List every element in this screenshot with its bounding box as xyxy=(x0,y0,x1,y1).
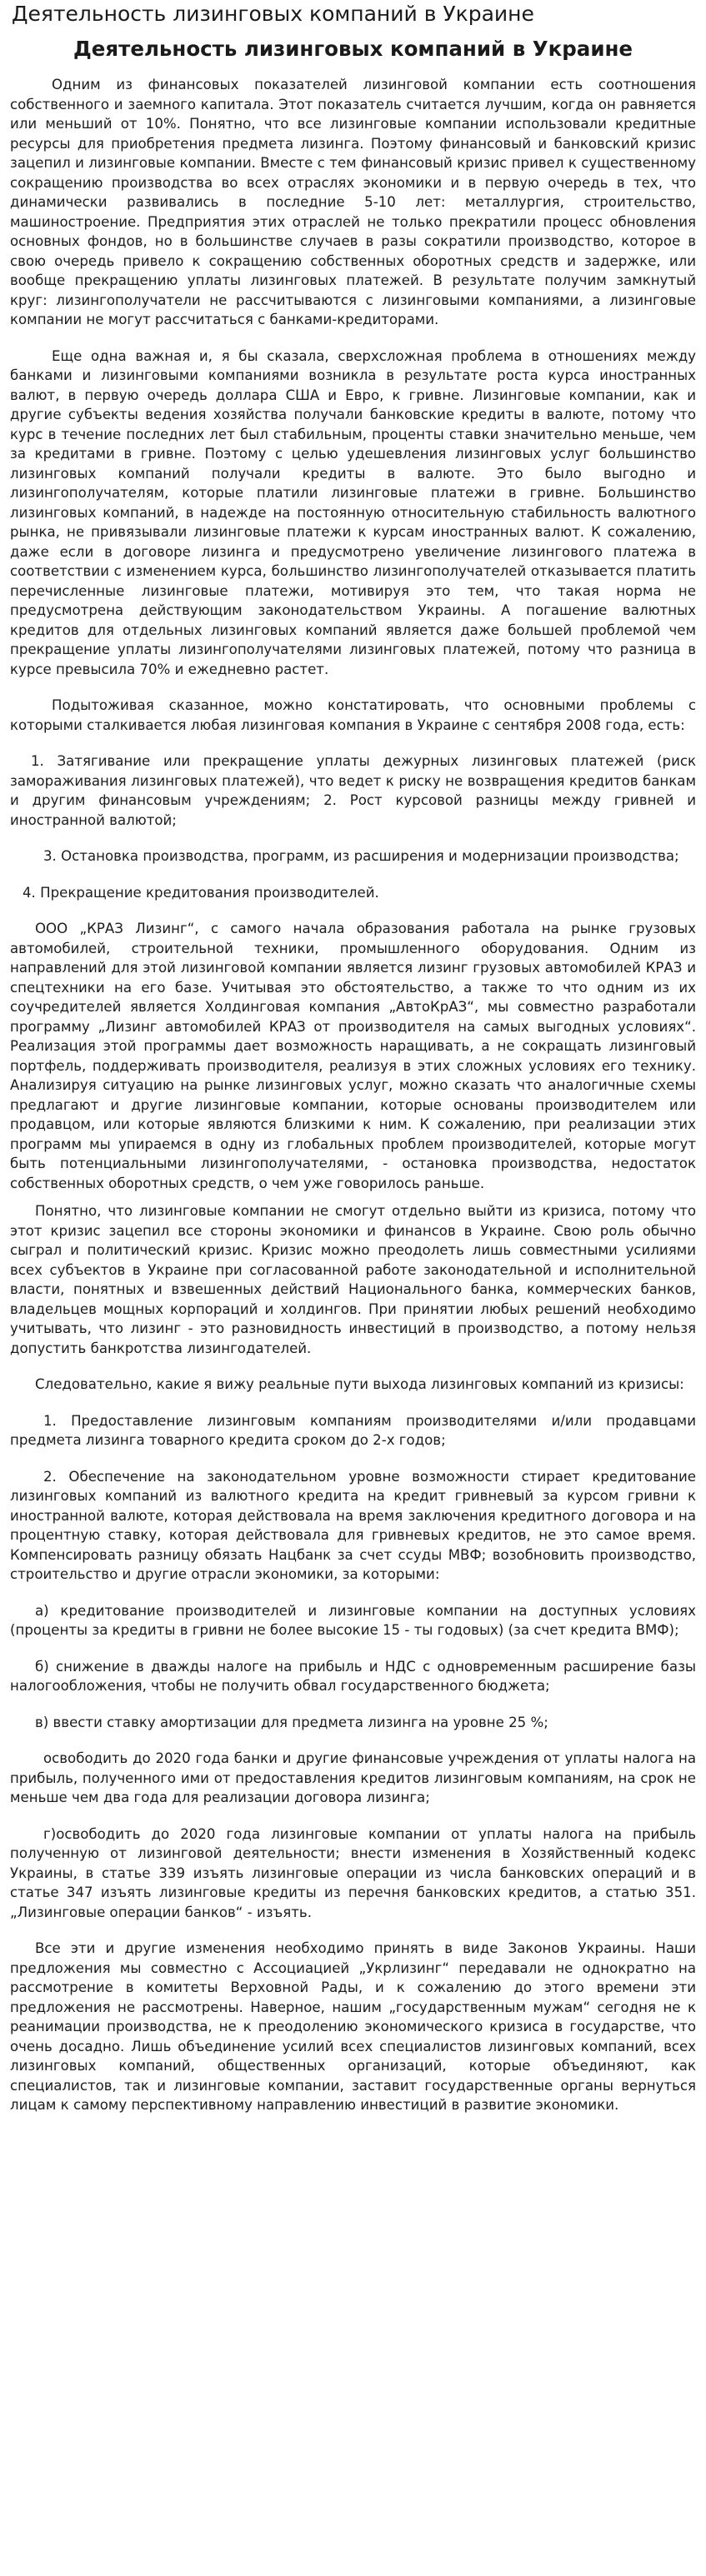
article-paragraph: Все эти и другие изменения необходимо принять в виде Законов Украины. Наши предложения мы совместно с Ассоциацией „Укрлизинг“ передавали не однократно на рассмотрение в комитеты Верховной Рады, и к сожалению до этого времени эти предложения не рассмотрены. Наверное, нашим „государственным мужам“ сегодня не к реанимации производства, не к преодолению экономического кризиса в государстве, что очень досадно. Лишь объединение усилий всех специалистов лизинговых компаний, всех лизинговых компаний, общественных организаций, которые объединяют, как специалистов, так и лизинговые компании, заставит государственные органы вернуться лицам к самому перспективному направлению инвестиций в развитие экономики. xyxy=(10,1940,696,2113)
list-item: 1. Предоставление лизинговым компаниям производителями и/или продавцами предмета лизинга товарного кредита сроком до 2-х годов; xyxy=(10,1412,696,1448)
article-title: Деятельность лизинговых компаний в Украине xyxy=(73,37,633,61)
article-paragraph: ООО „КРАЗ Лизинг“, с самого начала образования работала на рынке грузовых автомобилей, строительной техники, промышленного оборудования. Одним из направлений для этой лизинговой компании является лизинг грузовых автомобилей КРАЗ и спецтехники на его базе. Учитывая это обстоятельство, а также то что одним из их соучредителей является Холдинговая компания „АвтоКрАЗ“, мы совместно разработали программу „Лизинг автомобилей КРАЗ от производителя на самых выгодных условиях“. Реализация этой программы дает возможность наращивать, а не сокращать лизинговый портфель, поддерживать производителя, реализуя в этих сложных условиях его технику. Анализируя ситуацию на рынке лизинговых услуг, можно сказать что аналогичные схемы предлагают и другие лизинговые компании, которые основаны производителем или продавцом, или которые являются близкими к ним. К сожалению, при реализации этих программ мы упираемся в одну из глобальных проблем производителей, которые могут быть потенциальными лизингополучателями, - остановка производства, недостаток собственных оборотных средств, о чем уже говорилось раньше. xyxy=(10,921,696,1191)
article-paragraph: Еще одна важная и, я бы сказала, сверхсложная проблема в отношениях между банками и лизинговыми компаниями возникла в результате роста курса иностранных валют, в первую очередь доллара США и Евро, к гривне. Лизинговые компании, как и другие субъекты ведения хозяйства получали банковские кредиты в валюте, потому что курс в течение последних лет был стабильным, проценты ставки значительно меньше, чем за кредитами в гривне. Поэтому с целью удешевления лизинговых услуг большинство лизинговых компаний получали кредиты в валюте. Это было выгодно и лизингополучателям, которые платили лизинговые платежи в гривне. Большинство лизинговых компаний, в надежде на постоянную относительную стабильность валютного рынка, не привязывали лизинговые платежи к курсам иностранных валют. К сожалению, даже если в договоре лизинга и предусмотрено увеличение лизингового платежа в соответствии с изменением курса, большинство лизингополучателей отказывается платить перечисленные лизинговые платежи, мотивируя это тем, что такая норма не предусмотрена действующим законодательством Украины. А погашение валютных кредитов для отдельных лизинговых компаний является даже большей проблемой чем прекращение уплаты лизингополучателями лизинговых платежей, потому что разница в курсе превысила 70% и ежедневно растет. xyxy=(10,347,696,677)
page xyxy=(0,2,706,2115)
list-item: б) снижение в дважды налоге на прибыль и НДС с одновременным расширение базы налогообложения, чтобы не получить обвал государственного бюджета; xyxy=(10,1658,696,1694)
page-title: Деятельность лизинговых компаний в Украине xyxy=(12,2,534,26)
article-paragraph: Одним из финансовых показателей лизинговой компании есть соотношения собственного и заемного капитала. Этот показатель считается лучшим, когда он равняется или меньший от 10%. Понятно, что все лизинговые компании использовали кредитные ресурсы для приобретения предмета лизинга. Поэтому финансовый и банковский кризис зацепил и лизинговые компании. Вместе с тем финансовый кризис привел к существенному сокращению производства во всех отраслях экономики и в первую очередь в тех, что динамически развивались в последние 5-10 лет: металлургия, строительство, машиностроение. Предприятия этих отраслей не только прекратили процесс обновления основных фондов, но в большинстве случаев в разы сократили производство, которое в свою очередь привело к сокращению собственных оборотных средств и задержке, или вообще прекращению уплаты лизинговых платежей. В результате получим замкнутый круг: лизингополучатели не рассчитываются с лизинговыми компаниями, а лизинговые компании не могут рассчитаться с банками-кредиторами. xyxy=(10,77,696,327)
list-item: 4. Прекращение кредитования производителей. xyxy=(23,884,379,901)
article-paragraph: Подытоживая сказанное, можно констатировать, что основными проблемы с которыми сталкивается любая лизинговая компания в Украине с сентября 2008 года, есть: xyxy=(10,697,696,733)
list-item: 3. Остановка производства, программ, из расширения и модернизации производства; xyxy=(43,848,679,864)
article xyxy=(10,37,696,2115)
list-item: 2. Обеспечение на законодательном уровне возможности стирает кредитование лизинговых компаний из валютного кредита на кредит гривневый за курсом гривни к иностранной валюте, которая действовала на время заключения кредитного договора и на процентную ставку, которая действовала для гривневых кредитов, не это самое время. Компенсировать разницу обязать Нацбанк за счет ссуды МВФ; возобновить производство, строительство и другие отрасли экономики, за которыми: xyxy=(10,1468,696,1582)
article-paragraph: Понятно, что лизинговые компании не смогут отдельно выйти из кризиса, потому что этот кризис зацепил все стороны экономики и финансов в Украине. Свою роль обычно сыграл и политический кризис. Кризис можно преодолеть лишь совместными усилиями всех субъектов в Украине при согласованной работе законодательной и исполнительной власти, понятных и взвешенных действий Национального банка, коммерческих банков, владельцев мощных корпораций и холдингов. При принятии любых решений необходимо учитывать, что лизинг - это разновидность инвестиций в производство, а потому нельзя допустить банкротства лизингодателей. xyxy=(10,1203,696,1356)
list-item: а) кредитование производителей и лизинговые компании на доступных условиях (проценты за кредиты в гривни не более высокие 15 - ты годовых) (за счет кредита ВМФ); xyxy=(10,1602,696,1638)
list-item: освободить до 2020 года банки и другие финансовые учреждения от уплаты налога на прибыль, полученного ими от предоставления кредитов лизинговым компаниям, на срок не меньше чем два года для реализации договора лизинга; xyxy=(10,1750,696,1805)
list-item: в) ввести ставку амортизации для предмета лизинга на уровне 25 %; xyxy=(35,1714,548,1730)
list-item: 1. Затягивание или прекращение уплаты дежурных лизинговых платежей (риск замораживания лизинговых платежей), что ведет к риску не возвращения кредитов банкам и другим финансовым учреждениям; 2. Рост курсовой разницы между гривней и иностранной валютой; xyxy=(10,753,696,828)
list-item: г)освободить до 2020 года лизинговые компании от уплаты налога на прибыль полученную от лизинговой деятельности; внести изменения в Хозяйственный кодекс Украины, в статье 339 изъять лизинговые операции из числа банковских операций и в статье 347 изъять лизинговые кредиты из перечня банковских кредитов, а статью 351. „Лизинговые операции банков“ - изъять. xyxy=(10,1825,696,1920)
article-paragraph: Следовательно, какие я вижу реальные пути выхода лизинговых компаний из кризисы: xyxy=(35,1376,684,1392)
